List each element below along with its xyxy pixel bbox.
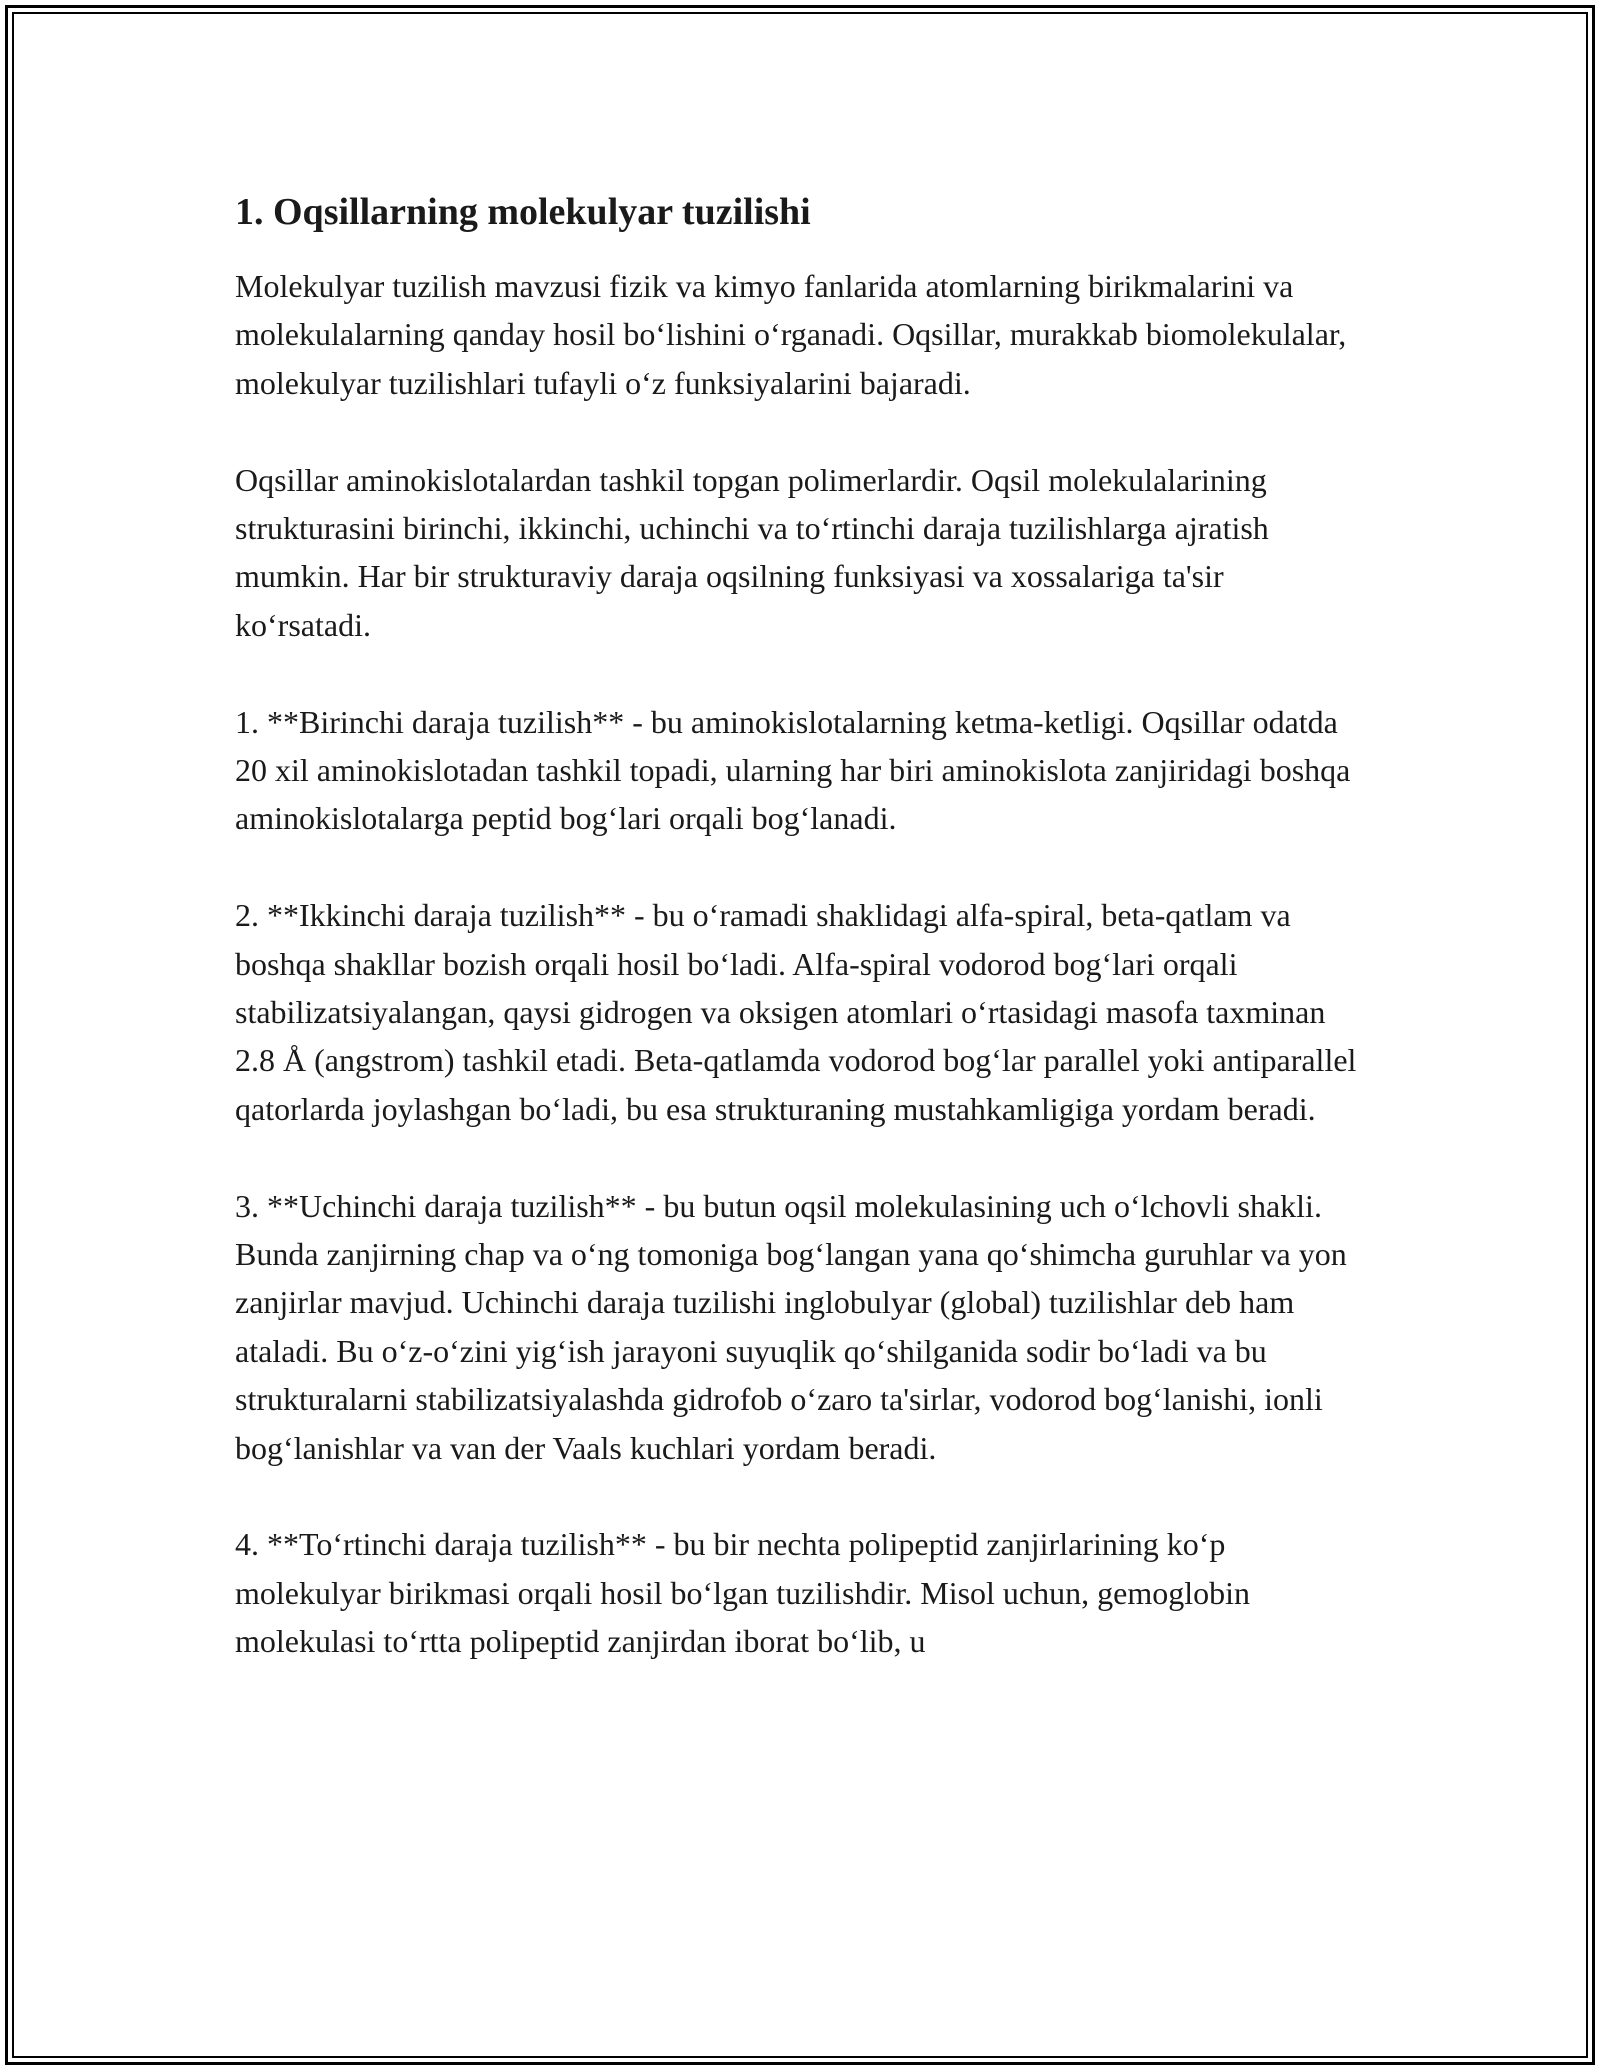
page-title: 1. Oqsillarning molekulyar tuzilishi bbox=[235, 191, 811, 233]
paragraph-overview: Oqsillar aminokislotalardan tashkil topgan polimerlardir. Oqsil molekulalarining strukturasini birinchi, ikkinchi, uchinchi va to‘rtinchi daraja tuzilishlarga ajratish mumkin. Har bir strukturaviy daraja oqsilning funksiyasi va xossalariga ta'sir ko‘rsatadi. bbox=[235, 461, 1269, 643]
paragraph-primary-structure: 1. **Birinchi daraja tuzilish** - bu aminokislotalarning ketma-ketligi. Oqsillar odatda 20 xil aminokislotadan tashkil topadi, ularning har biri aminokislota zanjiridagi boshqa aminokislotalarga peptid bog‘lari orqali bog‘lanadi. bbox=[235, 703, 1351, 837]
paragraph-intro: Molekulyar tuzilish mavzusi fizik va kimyo fanlarida atomlarning birikmalarini va molekulalarning qanday hosil bo‘lishini o‘rganadi. Oqsillar, murakkab biomolekulalar, molekulyar tuzilishlari tufayli o‘z funksiyalarini bajaradi. bbox=[235, 268, 1347, 401]
document-body bbox=[235, 188, 1365, 1714]
paragraph-tertiary-structure: 3. **Uchinchi daraja tuzilish** - bu butun oqsil molekulasining uch o‘lchovli shakli. Bunda zanjirning chap va o‘ng tomoniga bog‘langan yana qo‘shimcha guruhlar va yon zanjirlar mavjud. Uchinchi daraja tuzilishi inglobulyar (global) tuzilishlar deb ham ataladi. Bu o‘z-o‘zini yig‘ish jarayoni suyuqlik qo‘shilganida sodir bo‘ladi va bu strukturalarni stabilizatsiyalashda gidrofob o‘zaro ta'sirlar, vodorod bog‘lanishi, ionli bog‘lanishlar va van der Vaals kuchlari yordam beradi. bbox=[235, 1187, 1347, 1466]
paragraph-quaternary-structure: 4. **To‘rtinchi daraja tuzilish** - bu bir nechta polipeptid zanjirlarining ko‘p molekulyar birikmasi orqali hosil bo‘lgan tuzilishdir. Misol uchun, gemoglobin molekulasi to‘rtta polipeptid zanjirdan iborat bo‘lib, u bbox=[235, 1526, 1250, 1660]
paragraph-secondary-structure: 2. **Ikkinchi daraja tuzilish** - bu o‘ramadi shaklidagi alfa-spiral, beta-qatlam va boshqa shakllar bozish orqali hosil bo‘ladi. Alfa-spiral vodorod bog‘lari orqali stabilizatsiyalangan, qaysi gidrogen va oksigen atomlari o‘rtasidagi masofa taxminan 2.8 Å (angstrom) tashkil etadi. Beta-qatlamda vodorod bog‘lar parallel yoki antiparallel qatorlarda joylashgan bo‘ladi, bu esa strukturaning mustahkamligiga yordam beradi. bbox=[235, 897, 1357, 1127]
